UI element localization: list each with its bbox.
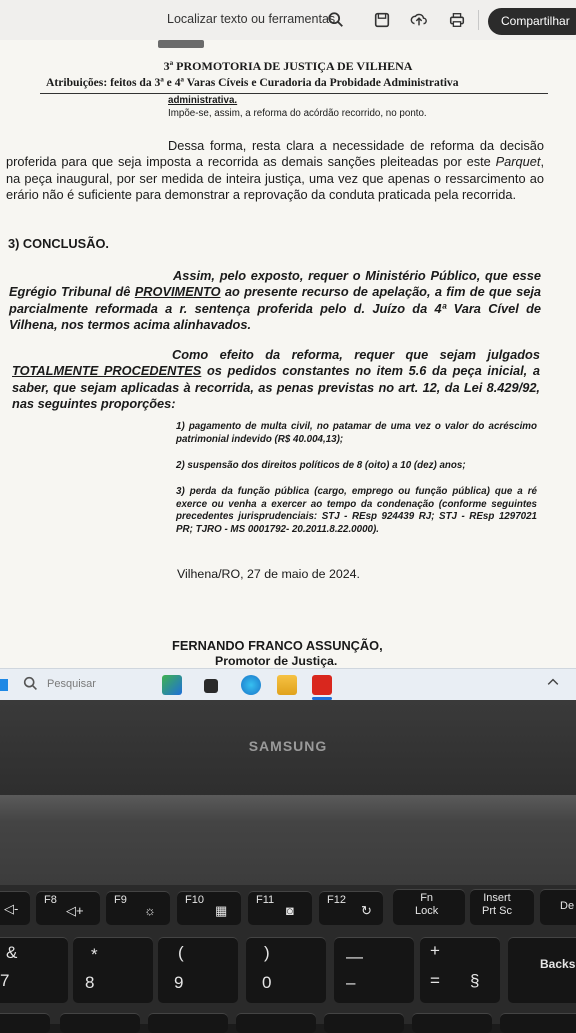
keyboard xyxy=(0,885,576,1024)
key-f7[interactable]: ◁- xyxy=(0,891,30,925)
key-f8[interactable]: F8 ◁+ xyxy=(36,891,100,925)
date-line: Vilhena/RO, 27 de maio de 2024. xyxy=(177,567,361,581)
edge-browser-icon[interactable] xyxy=(241,675,261,695)
coat-of-arms-icon xyxy=(158,40,204,48)
file-explorer-icon[interactable] xyxy=(277,675,297,695)
key-row-partial[interactable] xyxy=(60,1013,140,1033)
key-backspace[interactable]: Backs xyxy=(508,937,576,1003)
key-9[interactable]: ( 9 xyxy=(158,937,238,1003)
paragraph-request: Assim, pelo exposto, requer o Ministério Público, que esse Egrégio Tribunal dê PROVIMENTO ao presente recurso de apelação, a fim de que seja parcialmente reformada a r. sentença proferida pelo d. Juízo da 4ª Vara Cível de Vilhena, nos termos acima alinhavados. xyxy=(9,268,541,332)
refresh-icon: ↻ xyxy=(361,903,372,918)
section-heading: 3) CONCLUSÃO. xyxy=(8,236,109,251)
pdf-page xyxy=(0,40,576,668)
key-minus[interactable]: — – xyxy=(334,937,414,1003)
key-8[interactable]: * 8 xyxy=(73,937,153,1003)
share-button[interactable]: Compartilhar xyxy=(488,8,576,35)
widgets-icon[interactable] xyxy=(162,675,182,695)
signer-name: FERNANDO FRANCO ASSUNÇÃO, xyxy=(172,638,383,653)
find-text-field[interactable]: Localizar texto ou ferramentas xyxy=(167,12,336,26)
key-row-partial[interactable] xyxy=(324,1013,404,1033)
taskbar-search-input[interactable]: Pesquisar xyxy=(47,678,96,690)
list-item: 1) pagamento de multa civil, no patamar de uma vez o valor do acréscimo patrimonial indevido (R$ 40.004,13); xyxy=(176,421,537,445)
pdf-toolbar xyxy=(0,0,576,41)
windows-start-icon[interactable] xyxy=(0,679,8,691)
key-row-partial[interactable] xyxy=(412,1013,492,1033)
chevron-up-icon[interactable] xyxy=(545,674,561,690)
key-f11[interactable]: F11 ◙ xyxy=(248,891,312,925)
volume-up-icon: ◁+ xyxy=(66,903,84,918)
list-item: 2) suspensão dos direitos políticos de 8 (oito) a 10 (dez) anos; xyxy=(176,460,466,471)
key-f9[interactable]: F9 ☼ xyxy=(106,891,170,925)
acrobat-reader-icon[interactable] xyxy=(312,675,332,695)
paragraph-procedentes: Como efeito da reforma, requer que sejam julgados TOTALMENTE PROCEDENTES os pedidos constantes no item 5.6 da peça inicial, a saber, que sejam aplicadas à recorrida, as penas previstas no art. 12, da Lei 8.429/92, nas seguintes proporções: xyxy=(12,347,540,411)
task-view-icon[interactable] xyxy=(204,679,218,693)
windows-taskbar xyxy=(0,668,576,700)
brand-logo: SAMSUNG xyxy=(248,738,328,754)
key-row-partial[interactable] xyxy=(0,1013,50,1033)
upload-cloud-icon[interactable] xyxy=(408,9,430,31)
brightness-icon: ☼ xyxy=(144,903,156,918)
header-subtitle: Atribuições: feitos da 3ª e 4ª Varas Cíveis e Curadoria da Probidade Administrativa xyxy=(46,76,459,89)
key-row-partial[interactable] xyxy=(148,1013,228,1033)
key-0[interactable]: ) 0 xyxy=(246,937,326,1003)
header-rule xyxy=(40,93,548,94)
footnote-text: administrativa. Impõe-se, assim, a reforma do acórdão recorrido, no ponto. xyxy=(168,95,427,119)
toolbar-divider xyxy=(478,10,479,30)
camera-icon: ◙ xyxy=(286,903,294,918)
keyboard-light-icon: ▦ xyxy=(215,903,228,918)
header-title: 3ª PROMOTORIA DE JUSTIÇA DE VILHENA xyxy=(163,59,413,73)
key-delete[interactable]: De xyxy=(540,889,576,925)
signer-role: Promotor de Justiça. xyxy=(215,654,338,668)
key-row-partial[interactable] xyxy=(236,1013,316,1033)
key-row-partial[interactable] xyxy=(500,1013,576,1033)
key-equals[interactable]: + = § xyxy=(420,937,500,1003)
laptop-hinge xyxy=(0,795,576,885)
key-insert[interactable]: Insert Prt Sc xyxy=(470,889,534,925)
key-f10[interactable]: F10 ▦ xyxy=(177,891,241,925)
key-fn-lock[interactable]: Fn Lock xyxy=(393,889,465,925)
key-f12[interactable]: F12 ↻ xyxy=(319,891,383,925)
search-icon[interactable] xyxy=(325,9,347,31)
save-icon[interactable] xyxy=(371,9,393,31)
paragraph-reform: Dessa forma, resta clara a necessidade de reforma da decisão proferida para que seja imposta a recorrida as demais sanções pleiteadas por este Parquet, na peça inaugural, por ser medida de inteira justiça, uma vez que apenas o ressarcimento ao erário não é suficiente para demonstrar a reprovação da conduta praticada pela recorrida. xyxy=(6,138,544,202)
print-icon[interactable] xyxy=(446,9,468,31)
key-7[interactable]: & 7 xyxy=(0,937,68,1003)
list-item: 3) perda da função pública (cargo, emprego ou função pública) que a ré exerce ou venha a exercer ao tempo da condenação (conforme seguintes precedentes jurisprudenciais: STJ - REsp 924439 RJ; STJ - REsp 1297021 PR; TJRO - MS 0001792- 20.2011.8.22.0000). xyxy=(176,486,537,535)
taskbar-search-icon[interactable] xyxy=(22,675,40,693)
